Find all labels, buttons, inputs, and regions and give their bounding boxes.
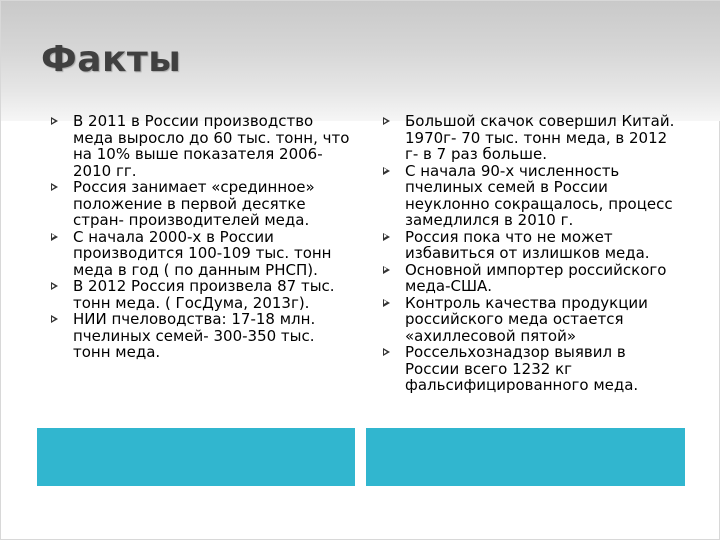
list-item xyxy=(383,295,683,345)
triangle-arrow-icon xyxy=(383,167,390,175)
triangle-arrow-icon xyxy=(383,266,390,274)
triangle-arrow-icon xyxy=(51,282,58,290)
bullet-text: Россельхознадзор выявил в России всего 1232 кг фальсифицированного меда. xyxy=(405,343,639,394)
list-item xyxy=(51,311,351,361)
footer-panel-left xyxy=(37,428,355,486)
bullet-text: С начала 2000-х в России производится 100-109 тыс. тонн меда в год ( по данным РНСП). xyxy=(73,227,332,279)
list-item xyxy=(383,229,683,262)
list-item xyxy=(383,113,683,163)
list-item xyxy=(383,163,683,229)
footer-panel-right xyxy=(366,428,685,486)
bullet-text: В 2011 в России производство меда выросло до 60 тыс. тонн, что на 10% выше показателя 2006-2010 гг. xyxy=(73,112,350,180)
slide-title: Факты xyxy=(41,39,182,80)
list-item xyxy=(51,229,351,279)
list-item xyxy=(51,278,351,311)
list-item xyxy=(383,262,683,295)
list-item xyxy=(51,113,351,179)
bullet-text: НИИ пчеловодства: 17-18 млн. пчелиных семей- 300-350 тыс. тонн меда. xyxy=(73,310,316,361)
bullet-text: В 2012 Россия произвела 87 тыс. тонн меда. ( ГосДума, 2013г). xyxy=(73,277,335,312)
bullet-text: Россия занимает «срединное» положение в первой десятке стран- производителей меда. xyxy=(73,178,315,229)
triangle-arrow-icon xyxy=(51,183,58,191)
bullet-text: Основной импортер российского меда-США. xyxy=(405,260,667,295)
triangle-arrow-icon xyxy=(51,315,58,323)
bullet-text: Большой скачок совершил Китай. 1970г- 70 тыс. тонн меда, в 2012 г- в 7 раз больше. xyxy=(405,112,675,163)
triangle-arrow-icon xyxy=(51,233,58,241)
triangle-arrow-icon xyxy=(383,117,390,125)
triangle-arrow-icon xyxy=(51,117,58,125)
list-item xyxy=(383,344,683,394)
triangle-arrow-icon xyxy=(383,348,390,356)
list-item xyxy=(51,179,351,229)
triangle-arrow-icon xyxy=(383,299,390,307)
left-bullet-list xyxy=(51,113,351,361)
bullet-text: Контроль качества продукции российского меда остается «ахиллесовой пятой» xyxy=(405,293,648,345)
bullet-text: С начала 90-х численность пчелиных семей в России неуклонно сокращалось, процесс замедлился в 2010 г. xyxy=(405,161,673,229)
right-bullet-list xyxy=(383,113,683,394)
bullet-text: Россия пока что не может избавиться от излишков меда. xyxy=(405,227,650,262)
triangle-arrow-icon xyxy=(383,233,390,241)
